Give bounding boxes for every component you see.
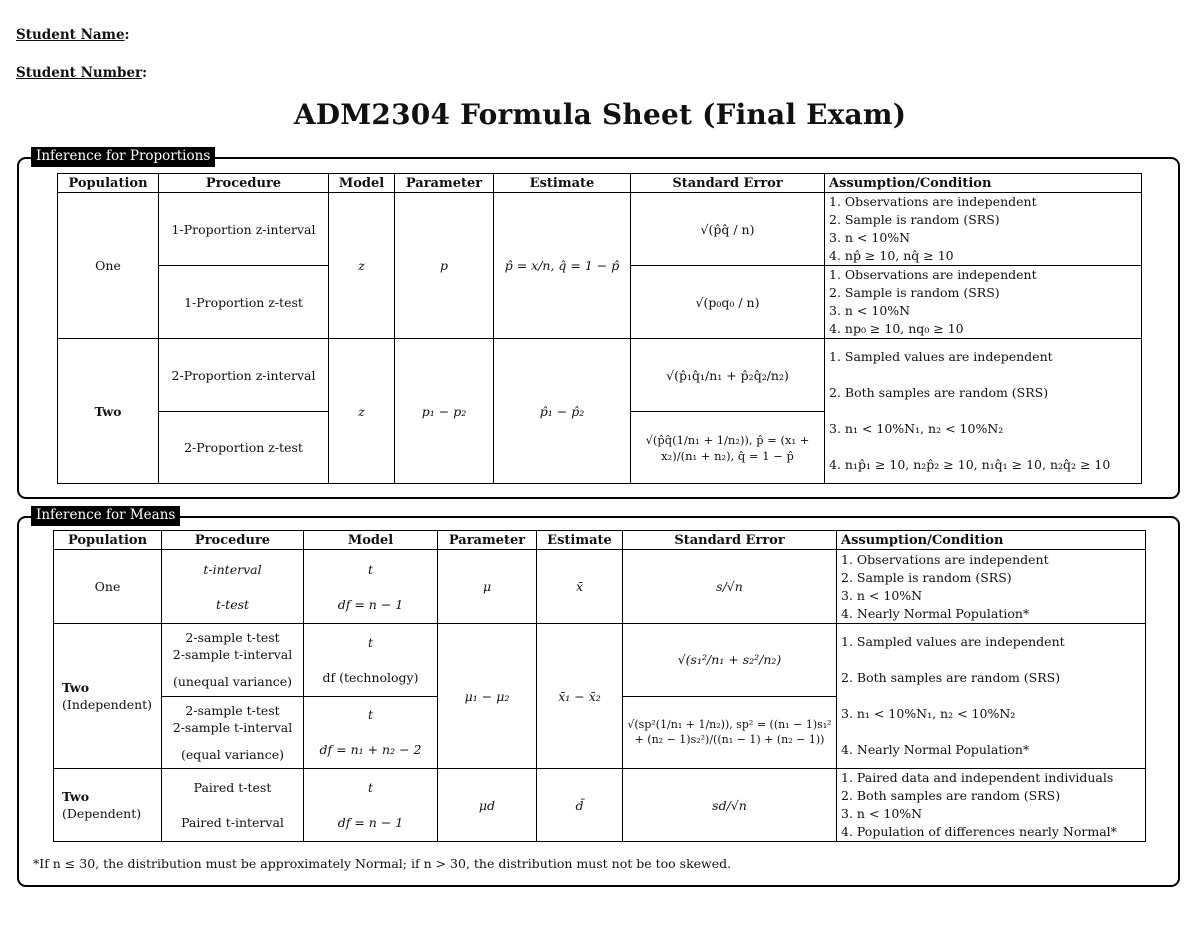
table-header-row (54, 531, 1146, 550)
condition-item: 4. Nearly Normal Population* (841, 605, 1030, 621)
model-t: t (367, 780, 374, 795)
student-number-label: Student Number (16, 65, 143, 81)
population-one: One (58, 193, 159, 339)
condition-item: 4. np₀ ≥ 10, nq₀ ≥ 10 (829, 321, 964, 336)
population-two-label: Two (62, 680, 90, 695)
condition-item: 4. Nearly Normal Population* (841, 742, 1030, 757)
proportions-section-label: Inference for Proportions (31, 147, 215, 167)
parameter-p: p (395, 193, 494, 339)
header-population: Population (58, 174, 159, 193)
model-t: t (367, 634, 374, 650)
condition-item: 3. n₁ < 10%N₁, n₂ < 10%N₂ (841, 706, 1016, 721)
student-name-label: Student Name (16, 27, 125, 43)
model-2sample-equal (304, 696, 438, 769)
parameter-mu: μ (438, 550, 537, 624)
table-row (54, 624, 1146, 697)
means-table (53, 530, 1146, 842)
condition-item: 1. Observations are independent (841, 551, 1049, 567)
condition-item: 4. n₁p̂₁ ≥ 10, n₂p̂₂ ≥ 10, n₁q̂₁ ≥ 10, n₂q̂₂ ≥ 10 (829, 457, 1111, 472)
procedure-paired (162, 769, 304, 842)
conditions-2prop (825, 339, 1142, 484)
model-df-technology: df (technology) (322, 669, 419, 685)
model-one-sample (304, 550, 438, 624)
procedure-one-sample (162, 550, 304, 624)
model-t: t (367, 707, 374, 723)
condition-item: 1. Observations are independent (829, 194, 1037, 209)
header-standard-error: Standard Error (623, 531, 837, 550)
procedure-t-interval: t-interval (203, 561, 262, 577)
procedure-t-test: t-test (215, 596, 250, 612)
condition-item: 2. Sample is random (SRS) (829, 285, 1000, 300)
header-model: Model (304, 531, 438, 550)
procedure-1prop-test: 1-Proportion z-test (159, 266, 329, 339)
condition-item: 2. Sample is random (SRS) (841, 569, 1012, 585)
se-2sample-unequal: √(s₁²/n₁ + s₂²/n₂) (623, 624, 837, 697)
estimate-p-hat: p̂ = x/n, q̂ = 1 − p̂ (494, 193, 631, 339)
header-procedure: Procedure (162, 531, 304, 550)
population-one: One (54, 550, 162, 624)
estimate-d-bar: d̄ (537, 769, 623, 842)
header-estimate: Estimate (494, 174, 631, 193)
conditions-paired (837, 769, 1146, 842)
condition-item: 3. n₁ < 10%N₁, n₂ < 10%N₂ (829, 421, 1004, 436)
header-model: Model (329, 174, 395, 193)
procedure-2prop-interval: 2-Proportion z-interval (159, 339, 329, 412)
condition-item: 3. n < 10%N (841, 587, 923, 603)
procedure-2sample-equal: 2-sample t-test 2-sample t-interval (equal variance) (162, 696, 304, 769)
header-estimate: Estimate (537, 531, 623, 550)
condition-item: 4. Population of differences nearly Normal* (841, 824, 1117, 839)
header-parameter: Parameter (395, 174, 494, 193)
table-row (54, 550, 1146, 624)
population-dependent-label: (Dependent) (62, 806, 142, 821)
procedure-2sample-unequal: 2-sample t-test 2-sample t-interval (unequal variance) (162, 624, 304, 697)
means-section-label: Inference for Means (31, 506, 180, 526)
table-row (54, 769, 1146, 842)
population-two-dependent (54, 769, 162, 842)
condition-item: 1. Sampled values are independent (841, 634, 1065, 649)
model-df-pooled: df = n₁ + n₂ − 2 (319, 742, 422, 758)
model-z: z (329, 193, 395, 339)
model-2sample-unequal (304, 624, 438, 697)
header-parameter: Parameter (438, 531, 537, 550)
population-two: Two (58, 339, 159, 484)
procedure-2prop-test: 2-Proportion z-test (159, 412, 329, 484)
procedure-1prop-interval: 1-Proportion z-interval (159, 193, 329, 266)
parameter-mu-d: μd (438, 769, 537, 842)
conditions-1prop-interval (825, 193, 1142, 266)
model-df: df = n − 1 (337, 596, 404, 612)
header-assumption: Assumption/Condition (837, 531, 1146, 550)
se-paired: sd/√n (623, 769, 837, 842)
population-two-label: Two (62, 789, 90, 804)
se-one-sample: s/√n (623, 550, 837, 624)
se-2prop-test: √(p̂q̂(1/n₁ + 1/n₂)), p̂ = (x₁ + x₂)/(n₁ + n₂), q̂ = 1 − p̂ (631, 412, 825, 484)
student-number-field: Student Number: (16, 65, 148, 81)
model-paired (304, 769, 438, 842)
condition-item: 1. Observations are independent (829, 267, 1037, 282)
footnote: *If n ≤ 30, the distribution must be approximately Normal; if n > 30, the distribution must not be too skewed. (33, 856, 732, 871)
condition-item: 1. Paired data and independent individuals (841, 770, 1114, 785)
condition-item: 3. n < 10%N (829, 230, 911, 245)
parameter-mu1-mu2: μ₁ − μ₂ (438, 624, 537, 769)
model-z: z (329, 339, 395, 484)
condition-item: 2. Both samples are random (SRS) (829, 385, 1049, 400)
table-header-row (58, 174, 1142, 193)
table-row (58, 339, 1142, 412)
estimate-x-bar: x̄ (537, 550, 623, 624)
condition-item: 4. np̂ ≥ 10, nq̂ ≥ 10 (829, 248, 954, 263)
se-2sample-equal: √(sp²(1/n₁ + 1/n₂)), sp² = ((n₁ − 1)s₁² + (n₂ − 1)s₂²)/((n₁ − 1) + (n₂ − 1)) (623, 696, 837, 769)
proportions-table (57, 173, 1142, 484)
header-population: Population (54, 531, 162, 550)
procedure-paired-interval: Paired t-interval (181, 815, 284, 830)
header-standard-error: Standard Error (631, 174, 825, 193)
procedure-paired-test: Paired t-test (193, 780, 272, 795)
se-1prop-test: √(p₀q₀ / n) (631, 266, 825, 339)
condition-item: 1. Sampled values are independent (829, 349, 1053, 364)
header-assumption: Assumption/Condition (825, 174, 1142, 193)
se-2prop-interval: √(p̂₁q̂₁/n₁ + p̂₂q̂₂/n₂) (631, 339, 825, 412)
condition-item: 3. n < 10%N (841, 806, 923, 821)
header-procedure: Procedure (159, 174, 329, 193)
estimate-xbar1-xbar2: x̄₁ − x̄₂ (537, 624, 623, 769)
student-name-field: Student Name: (16, 27, 130, 43)
table-row (58, 193, 1142, 266)
condition-item: 2. Sample is random (SRS) (829, 212, 1000, 227)
condition-item: 2. Both samples are random (SRS) (841, 670, 1061, 685)
conditions-2sample-independent (837, 624, 1146, 769)
population-two-independent (54, 624, 162, 769)
conditions-1prop-test (825, 266, 1142, 339)
model-t: t (367, 561, 374, 577)
estimate-p1hat-p2hat: p̂₁ − p̂₂ (494, 339, 631, 484)
parameter-p1-p2: p₁ − p₂ (395, 339, 494, 484)
page-title: ADM2304 Formula Sheet (Final Exam) (293, 98, 907, 131)
conditions-one-sample (837, 550, 1146, 624)
condition-item: 2. Both samples are random (SRS) (841, 788, 1061, 803)
model-df: df = n − 1 (337, 815, 404, 830)
condition-item: 3. n < 10%N (829, 303, 911, 318)
population-independent-label: (Independent) (62, 697, 153, 712)
se-1prop-interval: √(p̂q̂ / n) (631, 193, 825, 266)
